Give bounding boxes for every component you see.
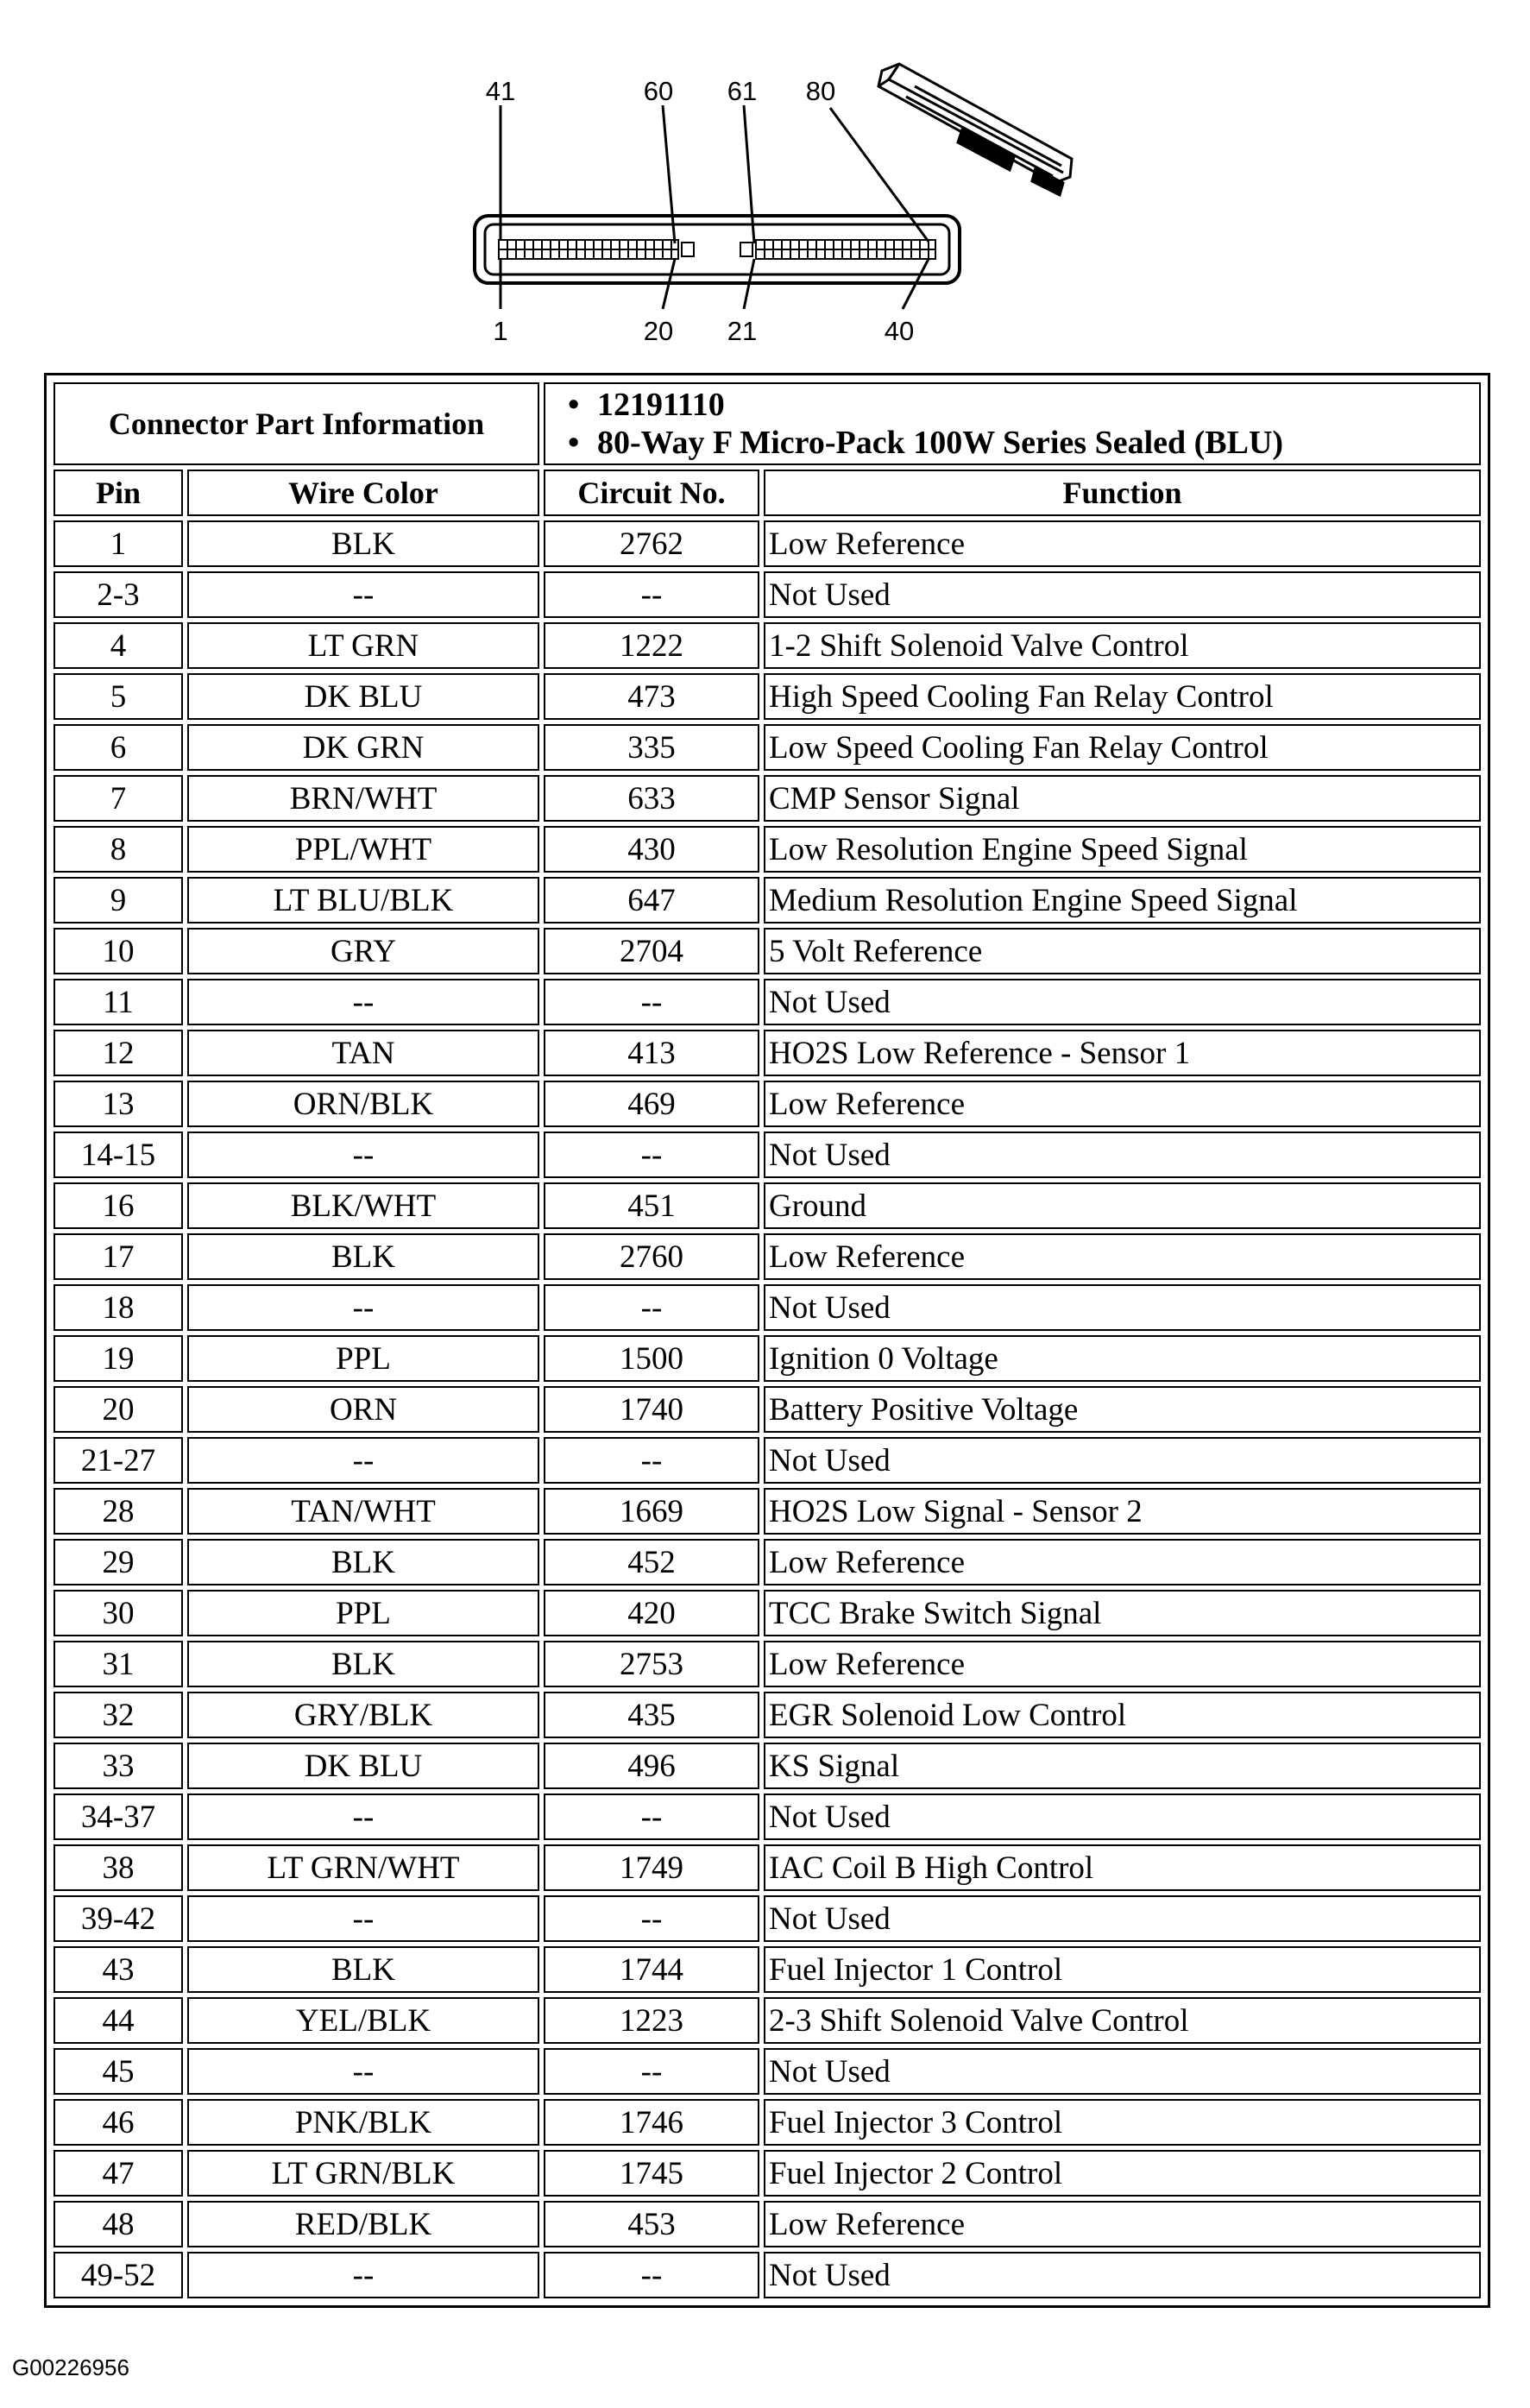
circuit-no-cell: 413 bbox=[544, 1030, 759, 1076]
circuit-no-cell: 1746 bbox=[544, 2099, 759, 2146]
pin-label-80: 80 bbox=[805, 76, 836, 106]
function-cell: EGR Solenoid Low Control bbox=[764, 1692, 1481, 1738]
pin-rows bbox=[54, 520, 1481, 2298]
circuit-no-cell: 2704 bbox=[544, 928, 759, 974]
table-row bbox=[54, 826, 1481, 873]
table-header-row bbox=[54, 470, 1481, 516]
circuit-no-cell: 2762 bbox=[544, 520, 759, 567]
table-row bbox=[54, 2201, 1481, 2247]
circuit-no-cell: -- bbox=[544, 979, 759, 1025]
pin-cell: 1 bbox=[54, 520, 183, 567]
function-cell: Low Reference bbox=[764, 1233, 1481, 1280]
wire-color-cell: -- bbox=[187, 1793, 539, 1840]
pin-label-21: 21 bbox=[727, 316, 758, 346]
function-cell: Not Used bbox=[764, 571, 1481, 618]
pin-cell: 44 bbox=[54, 1997, 183, 2044]
wire-color-cell: PPL bbox=[187, 1590, 539, 1636]
circuit-no-cell: 647 bbox=[544, 877, 759, 923]
pin-cell: 30 bbox=[54, 1590, 183, 1636]
wire-color-cell: -- bbox=[187, 2252, 539, 2298]
circuit-no-cell: 1740 bbox=[544, 1386, 759, 1433]
pin-cell: 5 bbox=[54, 673, 183, 720]
function-cell: Not Used bbox=[764, 1895, 1481, 1942]
circuit-no-cell: -- bbox=[544, 1437, 759, 1484]
wire-color-cell: PPL/WHT bbox=[187, 826, 539, 873]
circuit-no-cell: 1744 bbox=[544, 1946, 759, 1993]
wire-color-cell: YEL/BLK bbox=[187, 1997, 539, 2044]
table-row bbox=[54, 1335, 1481, 1382]
connector-description: • 80-Way F Micro-Pack 100W Series Sealed (BLU) bbox=[597, 424, 1474, 462]
pin-cell: 31 bbox=[54, 1641, 183, 1687]
function-cell: HO2S Low Reference - Sensor 1 bbox=[764, 1030, 1481, 1076]
pin-cell: 48 bbox=[54, 2201, 183, 2247]
pin-cell: 49-52 bbox=[54, 2252, 183, 2298]
table-row bbox=[54, 1488, 1481, 1535]
pin-cell: 38 bbox=[54, 1844, 183, 1891]
header-pin: Pin bbox=[54, 470, 183, 516]
connector-face-icon bbox=[475, 216, 960, 283]
table-row bbox=[54, 979, 1481, 1025]
table-row bbox=[54, 1437, 1481, 1484]
connector-info-values bbox=[544, 382, 1481, 465]
table-row bbox=[54, 1386, 1481, 1433]
wire-color-cell: DK BLU bbox=[187, 673, 539, 720]
table-row bbox=[54, 1946, 1481, 1993]
table-row bbox=[54, 1743, 1481, 1789]
pin-cell: 46 bbox=[54, 2099, 183, 2146]
function-cell: Fuel Injector 2 Control bbox=[764, 2150, 1481, 2197]
circuit-no-cell: 420 bbox=[544, 1590, 759, 1636]
pin-cell: 17 bbox=[54, 1233, 183, 1280]
wire-color-cell: ORN/BLK bbox=[187, 1081, 539, 1127]
wire-color-cell: -- bbox=[187, 1895, 539, 1942]
function-cell: Low Reference bbox=[764, 1539, 1481, 1585]
wire-color-cell: TAN/WHT bbox=[187, 1488, 539, 1535]
function-cell: Not Used bbox=[764, 2048, 1481, 2095]
pin-cell: 6 bbox=[54, 724, 183, 771]
pin-cell: 34-37 bbox=[54, 1793, 183, 1840]
wire-color-cell: BLK bbox=[187, 1946, 539, 1993]
wire-color-cell: RED/BLK bbox=[187, 2201, 539, 2247]
wire-color-cell: BLK bbox=[187, 520, 539, 567]
pin-label-61: 61 bbox=[727, 76, 758, 106]
pin-cell: 43 bbox=[54, 1946, 183, 1993]
circuit-no-cell: 1749 bbox=[544, 1844, 759, 1891]
pin-label-1: 1 bbox=[493, 316, 508, 346]
circuit-no-cell: 1223 bbox=[544, 1997, 759, 2044]
table-row bbox=[54, 724, 1481, 771]
function-cell: Ground bbox=[764, 1182, 1481, 1229]
pin-cell: 2-3 bbox=[54, 571, 183, 618]
connector-info-row bbox=[54, 382, 1481, 465]
function-cell: Not Used bbox=[764, 1284, 1481, 1331]
table-row bbox=[54, 1284, 1481, 1331]
connector-diagram bbox=[0, 0, 1530, 362]
table-row bbox=[54, 1641, 1481, 1687]
pin-cell: 19 bbox=[54, 1335, 183, 1382]
wire-color-cell: LT GRN/WHT bbox=[187, 1844, 539, 1891]
wire-color-cell: LT GRN/BLK bbox=[187, 2150, 539, 2197]
circuit-no-cell: 1669 bbox=[544, 1488, 759, 1535]
table-row bbox=[54, 571, 1481, 618]
wire-color-cell: LT GRN bbox=[187, 622, 539, 669]
circuit-no-cell: 469 bbox=[544, 1081, 759, 1127]
wire-color-cell: TAN bbox=[187, 1030, 539, 1076]
table-row bbox=[54, 1132, 1481, 1178]
wire-color-cell: PPL bbox=[187, 1335, 539, 1382]
table-row bbox=[54, 1793, 1481, 1840]
circuit-no-cell: 451 bbox=[544, 1182, 759, 1229]
table-row bbox=[54, 2099, 1481, 2146]
function-cell: Low Reference bbox=[764, 1081, 1481, 1127]
pin-cell: 20 bbox=[54, 1386, 183, 1433]
circuit-no-cell: 2753 bbox=[544, 1641, 759, 1687]
connector-part-number: • 12191110 bbox=[597, 386, 1474, 424]
pin-cell: 39-42 bbox=[54, 1895, 183, 1942]
table-row bbox=[54, 1590, 1481, 1636]
wire-color-cell: GRY/BLK bbox=[187, 1692, 539, 1738]
pin-cell: 45 bbox=[54, 2048, 183, 2095]
function-cell: Not Used bbox=[764, 1793, 1481, 1840]
wire-color-cell: BRN/WHT bbox=[187, 775, 539, 822]
wire-color-cell: LT BLU/BLK bbox=[187, 877, 539, 923]
pin-label-60: 60 bbox=[643, 76, 674, 106]
circuit-no-cell: -- bbox=[544, 1284, 759, 1331]
pin-cell: 9 bbox=[54, 877, 183, 923]
pin-cell: 29 bbox=[54, 1539, 183, 1585]
function-cell: High Speed Cooling Fan Relay Control bbox=[764, 673, 1481, 720]
wire-color-cell: -- bbox=[187, 1132, 539, 1178]
circuit-no-cell: 452 bbox=[544, 1539, 759, 1585]
circuit-no-cell: -- bbox=[544, 1895, 759, 1942]
pin-cell: 8 bbox=[54, 826, 183, 873]
connector-info-label: Connector Part Information bbox=[54, 382, 539, 465]
wire-color-cell: -- bbox=[187, 1284, 539, 1331]
circuit-no-cell: 1222 bbox=[544, 622, 759, 669]
function-cell: Low Speed Cooling Fan Relay Control bbox=[764, 724, 1481, 771]
circuit-no-cell: 473 bbox=[544, 673, 759, 720]
circuit-no-cell: -- bbox=[544, 2048, 759, 2095]
function-cell: KS Signal bbox=[764, 1743, 1481, 1789]
wire-color-cell: -- bbox=[187, 2048, 539, 2095]
circuit-no-cell: 453 bbox=[544, 2201, 759, 2247]
wire-color-cell: GRY bbox=[187, 928, 539, 974]
table-row bbox=[54, 1844, 1481, 1891]
table-row bbox=[54, 2252, 1481, 2298]
table-row bbox=[54, 520, 1481, 567]
wire-color-cell: -- bbox=[187, 979, 539, 1025]
table-row bbox=[54, 1539, 1481, 1585]
circuit-no-cell: 430 bbox=[544, 826, 759, 873]
function-cell: IAC Coil B High Control bbox=[764, 1844, 1481, 1891]
pin-cell: 28 bbox=[54, 1488, 183, 1535]
table-row bbox=[54, 1081, 1481, 1127]
pin-cell: 14-15 bbox=[54, 1132, 183, 1178]
wire-color-cell: PNK/BLK bbox=[187, 2099, 539, 2146]
circuit-no-cell: 335 bbox=[544, 724, 759, 771]
wire-color-cell: DK BLU bbox=[187, 1743, 539, 1789]
table-row bbox=[54, 1030, 1481, 1076]
function-cell: Medium Resolution Engine Speed Signal bbox=[764, 877, 1481, 923]
function-cell: Not Used bbox=[764, 1437, 1481, 1484]
circuit-no-cell: 2760 bbox=[544, 1233, 759, 1280]
function-cell: 5 Volt Reference bbox=[764, 928, 1481, 974]
pinout-table bbox=[44, 373, 1490, 2308]
function-cell: Low Reference bbox=[764, 1641, 1481, 1687]
wire-color-cell: BLK bbox=[187, 1539, 539, 1585]
pin-label-41: 41 bbox=[485, 76, 516, 106]
function-cell: Ignition 0 Voltage bbox=[764, 1335, 1481, 1382]
pin-cell: 16 bbox=[54, 1182, 183, 1229]
circuit-no-cell: 1745 bbox=[544, 2150, 759, 2197]
figure-id: G00226956 bbox=[12, 2354, 129, 2380]
pin-cell: 7 bbox=[54, 775, 183, 822]
function-cell: Low Reference bbox=[764, 2201, 1481, 2247]
pin-label-20: 20 bbox=[643, 316, 674, 346]
circuit-no-cell: 496 bbox=[544, 1743, 759, 1789]
wire-color-cell: BLK bbox=[187, 1233, 539, 1280]
circuit-no-cell: -- bbox=[544, 571, 759, 618]
header-circuit-no: Circuit No. bbox=[544, 470, 759, 516]
circuit-no-cell: -- bbox=[544, 2252, 759, 2298]
pin-cell: 12 bbox=[54, 1030, 183, 1076]
pin-cell: 32 bbox=[54, 1692, 183, 1738]
pin-cell: 10 bbox=[54, 928, 183, 974]
circuit-no-cell: -- bbox=[544, 1793, 759, 1840]
table-row bbox=[54, 2150, 1481, 2197]
pin-label-40: 40 bbox=[884, 316, 915, 346]
circuit-no-cell: 435 bbox=[544, 1692, 759, 1738]
pin-cell: 33 bbox=[54, 1743, 183, 1789]
function-cell: 2-3 Shift Solenoid Valve Control bbox=[764, 1997, 1481, 2044]
pin-cell: 13 bbox=[54, 1081, 183, 1127]
function-cell: HO2S Low Signal - Sensor 2 bbox=[764, 1488, 1481, 1535]
table-row bbox=[54, 928, 1481, 974]
circuit-no-cell: 633 bbox=[544, 775, 759, 822]
wire-color-cell: -- bbox=[187, 1437, 539, 1484]
pin-cell: 11 bbox=[54, 979, 183, 1025]
wire-color-cell: BLK bbox=[187, 1641, 539, 1687]
function-cell: Fuel Injector 3 Control bbox=[764, 2099, 1481, 2146]
table-row bbox=[54, 622, 1481, 669]
wire-color-cell: -- bbox=[187, 571, 539, 618]
function-cell: Not Used bbox=[764, 1132, 1481, 1178]
function-cell: Fuel Injector 1 Control bbox=[764, 1946, 1481, 1993]
pin-cell: 47 bbox=[54, 2150, 183, 2197]
header-wire-color: Wire Color bbox=[187, 470, 539, 516]
wire-color-cell: DK GRN bbox=[187, 724, 539, 771]
function-cell: Battery Positive Voltage bbox=[764, 1386, 1481, 1433]
function-cell: Not Used bbox=[764, 979, 1481, 1025]
function-cell: 1-2 Shift Solenoid Valve Control bbox=[764, 622, 1481, 669]
table-row bbox=[54, 877, 1481, 923]
table-row bbox=[54, 673, 1481, 720]
header-function: Function bbox=[764, 470, 1481, 516]
function-cell: CMP Sensor Signal bbox=[764, 775, 1481, 822]
connector-perspective-icon bbox=[878, 64, 1072, 195]
table-row bbox=[54, 775, 1481, 822]
table-row bbox=[54, 1233, 1481, 1280]
table-row bbox=[54, 1692, 1481, 1738]
function-cell: Low Reference bbox=[764, 520, 1481, 567]
table-row bbox=[54, 1895, 1481, 1942]
function-cell: TCC Brake Switch Signal bbox=[764, 1590, 1481, 1636]
function-cell: Not Used bbox=[764, 2252, 1481, 2298]
wire-color-cell: ORN bbox=[187, 1386, 539, 1433]
table-row bbox=[54, 1182, 1481, 1229]
wire-color-cell: BLK/WHT bbox=[187, 1182, 539, 1229]
table-row bbox=[54, 1997, 1481, 2044]
function-cell: Low Resolution Engine Speed Signal bbox=[764, 826, 1481, 873]
circuit-no-cell: -- bbox=[544, 1132, 759, 1178]
table-row bbox=[54, 2048, 1481, 2095]
pin-cell: 4 bbox=[54, 622, 183, 669]
pin-cell: 21-27 bbox=[54, 1437, 183, 1484]
circuit-no-cell: 1500 bbox=[544, 1335, 759, 1382]
pin-cell: 18 bbox=[54, 1284, 183, 1331]
